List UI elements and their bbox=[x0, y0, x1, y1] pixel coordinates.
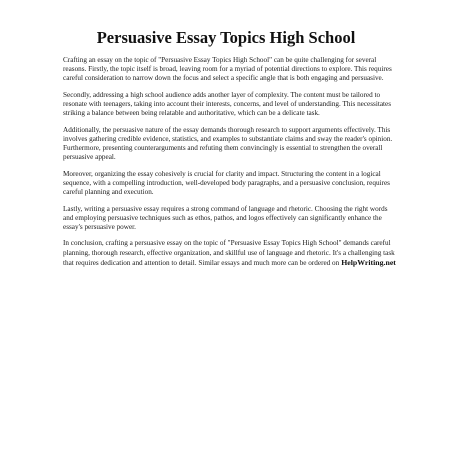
helpwriting-link[interactable]: HelpWriting.net bbox=[341, 257, 396, 267]
paragraph-audience: Secondly, addressing a high school audience adds another layer of complexity. The content must be tailored to resonate with teenagers, taking into account their interests, concerns, and level of understanding. This necessitates striking a balance between being relatable and authoritative, which can be a delicate task. bbox=[63, 90, 391, 118]
document-title: Persuasive Essay Topics High School bbox=[96, 28, 356, 47]
paragraph-organization: Moreover, organizing the essay cohesively is crucial for clarity and impact. Structuring the content in a logical sequence, with a compelling introduction, well-developed body paragraphs, and a persuasive conclusion, requires careful planning and execution. bbox=[63, 169, 390, 196]
document-body bbox=[63, 56, 399, 275]
paragraph-conclusion bbox=[63, 239, 399, 267]
conclusion-text: In conclusion, crafting a persuasive essay on the topic of "Persuasive Essay Topics High School" demands careful planning, thorough research, effective organization, and skillful use of language and rhetoric. It's a challenging task that requires dedication and attention to detail. Similar essays and much more can be ordered on bbox=[63, 239, 395, 267]
paragraph-research: Additionally, the persuasive nature of the essay demands thorough research to support arguments effectively. This involves gathering credible evidence, statistics, and examples to substantiate claims and sway the reader's opinion. Furthermore, presenting counterarguments and refuting them convincingly is essential to strengthen the overall persuasive appeal. bbox=[63, 125, 393, 162]
paragraph-language: Lastly, writing a persuasive essay requires a strong command of language and rhetoric. Choosing the right words and employing persuasive techniques such as ethos, pathos, and logos effectively can significantly enhance the essay's persuasive power. bbox=[63, 204, 388, 231]
paragraph-intro: Crafting an essay on the topic of "Persuasive Essay Topics High School" can be quite challenging for several reasons. Firstly, the topic itself is broad, leaving room for a myriad of potential directions to explore. This requires careful consideration to narrow down the focus and select a specific angle that is both engaging and persuasive. bbox=[63, 56, 392, 83]
